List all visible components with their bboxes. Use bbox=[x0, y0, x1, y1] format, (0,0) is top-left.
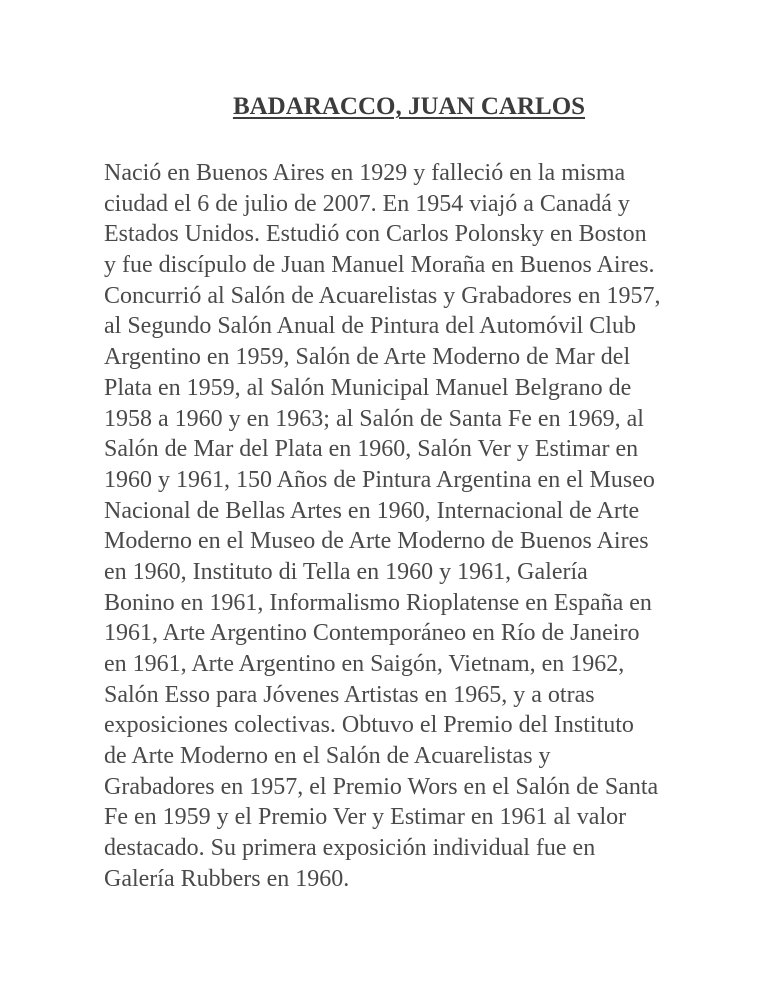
paragraph-line: ciudad el 6 de julio de 2007. En 1954 viajó a Canadá y bbox=[104, 190, 630, 217]
paragraph-line: Grabadores en 1957, el Premio Wors en el Salón de Santa bbox=[104, 773, 659, 800]
paragraph-line: exposiciones colectivas. Obtuvo el Premio del Instituto bbox=[104, 712, 634, 739]
paragraph-line: Plata en 1959, al Salón Municipal Manuel Belgrano de bbox=[104, 374, 632, 401]
paragraph-line: Nacional de Bellas Artes en 1960, Internacional de Arte bbox=[104, 497, 640, 524]
paragraph-line: Argentino en 1959, Salón de Arte Moderno de Mar del bbox=[104, 344, 631, 371]
paragraph-line: 1961, Arte Argentino Contemporáneo en Río de Janeiro bbox=[104, 620, 640, 647]
paragraph-line: Moderno en el Museo de Arte Moderno de Buenos Aires bbox=[104, 528, 649, 555]
paragraph-line: Bonino en 1961, Informalismo Rioplatense en España en bbox=[104, 589, 652, 616]
paragraph-line: 1960 y 1961, 150 Años de Pintura Argentina en el Museo bbox=[104, 466, 655, 493]
paragraph-line: Estados Unidos. Estudió con Carlos Polonsky en Boston bbox=[104, 221, 647, 248]
paragraph-line: al Segundo Salón Anual de Pintura del Automóvil Club bbox=[104, 313, 636, 340]
paragraph-line: de Arte Moderno en el Salón de Acuarelistas y bbox=[104, 743, 551, 770]
paragraph-line: en 1960, Instituto di Tella en 1960 y 1961, Galería bbox=[104, 558, 588, 585]
document-title: BADARACCO, JUAN CARLOS bbox=[232, 93, 586, 120]
paragraph-line: Galería Rubbers en 1960. bbox=[104, 865, 350, 892]
paragraph-line: y fue discípulo de Juan Manuel Moraña en Buenos Aires. bbox=[104, 252, 655, 279]
paragraph-line: en 1961, Arte Argentino en Saigón, Vietnam, en 1962, bbox=[104, 651, 625, 677]
paragraph-line: destacado. Su primera exposición individual fue en bbox=[104, 835, 596, 862]
biography-paragraph bbox=[104, 158, 744, 895]
paragraph-line: Fe en 1959 y el Premio Ver y Estimar en 1961 al valor bbox=[104, 804, 627, 831]
paragraph-line: Nació en Buenos Aires en 1929 y falleció en la misma bbox=[104, 160, 626, 186]
paragraph-line: Salón Esso para Jóvenes Artistas en 1965, y a otras bbox=[104, 681, 595, 708]
paragraph-line: Concurrió al Salón de Acuarelistas y Grabadores en 1957, bbox=[104, 282, 661, 309]
paragraph-line: 1958 a 1960 y en 1963; al Salón de Santa Fe en 1969, al bbox=[104, 405, 644, 432]
paragraph-line: Salón de Mar del Plata en 1960, Salón Ver y Estimar en bbox=[104, 436, 639, 463]
